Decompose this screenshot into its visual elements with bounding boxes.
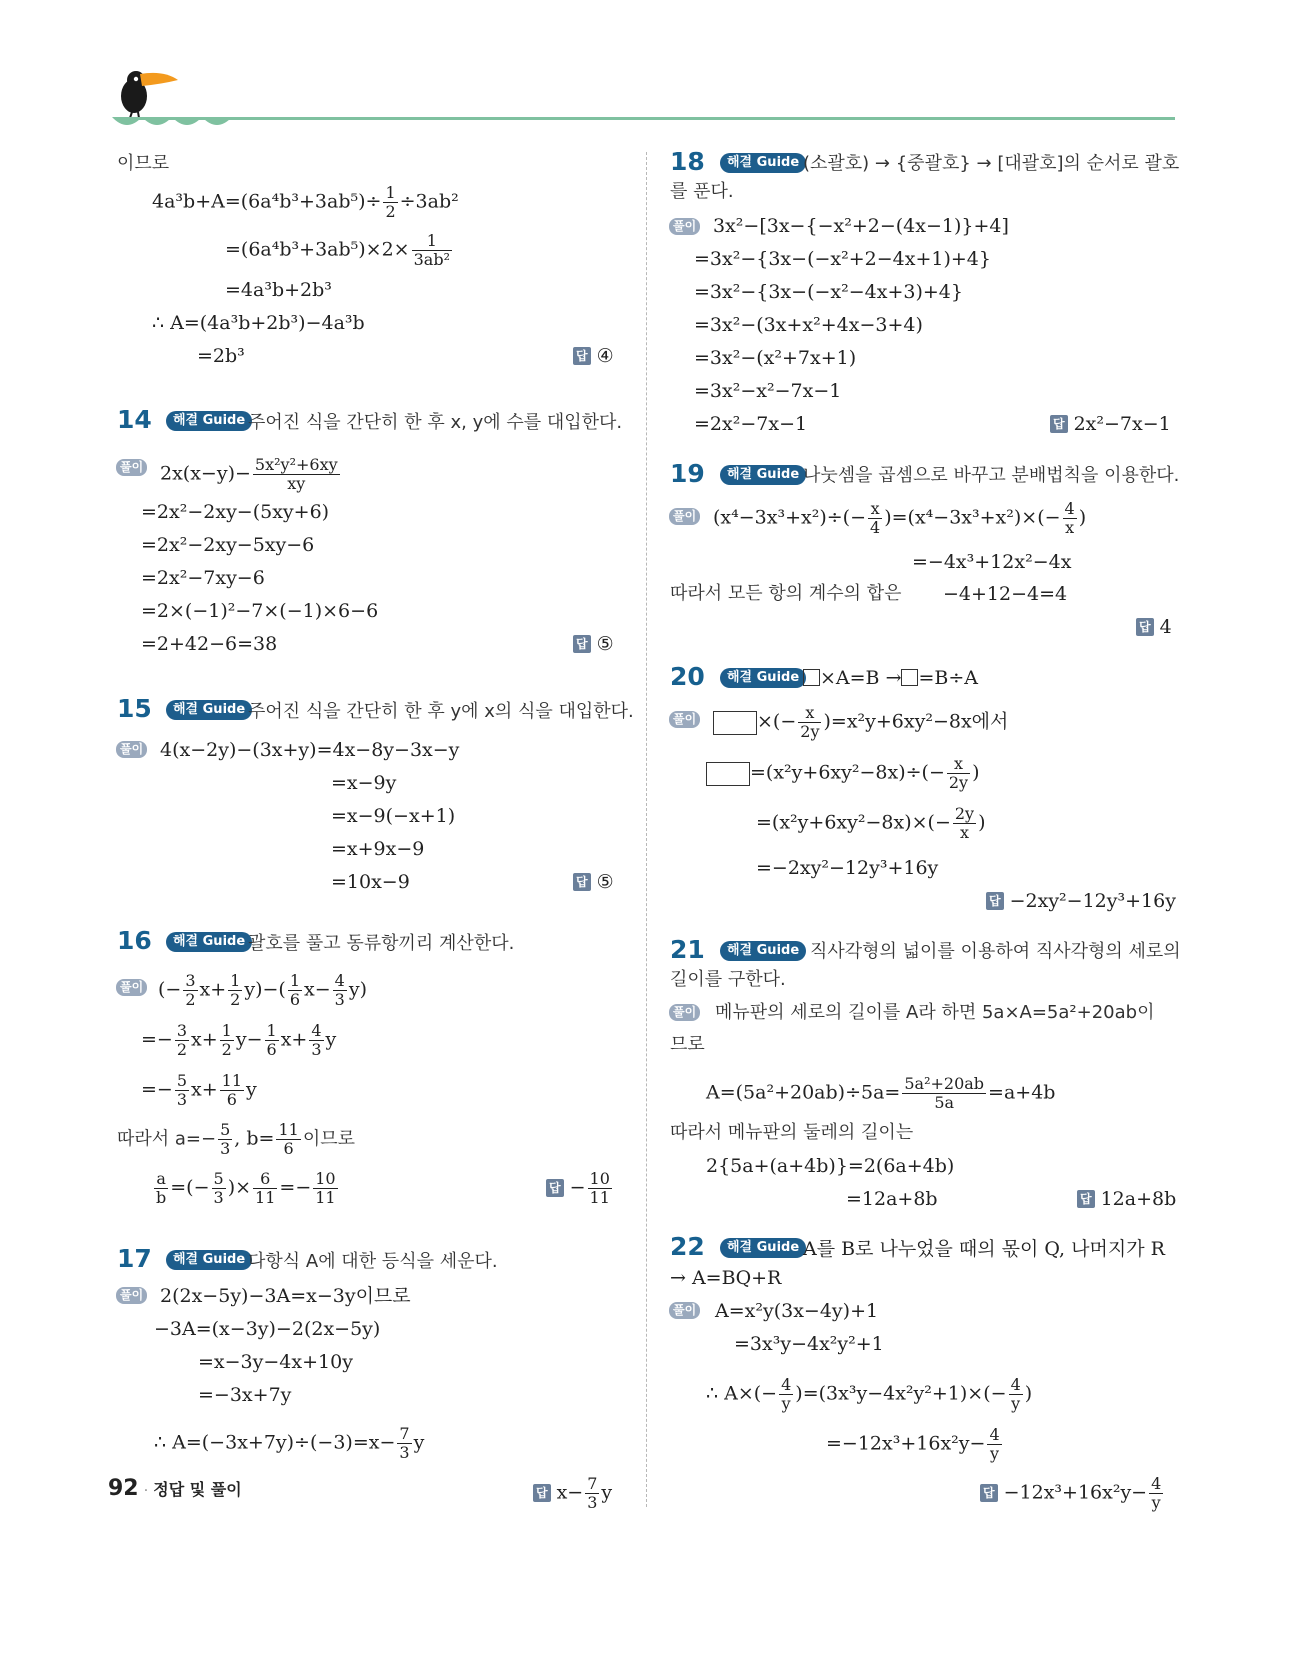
numerator: a	[154, 1170, 168, 1189]
solution-badge: 풀이	[669, 1302, 700, 1319]
math-text: =−12x³+16x²y−	[826, 1432, 986, 1455]
numerator: x	[798, 704, 821, 723]
math-text: x+	[199, 978, 227, 1001]
math-line: =12a+8b	[846, 1188, 938, 1210]
math-line: =3x²−(x²+7x+1)	[694, 347, 857, 369]
header-line	[115, 117, 1175, 120]
math-text: y)	[348, 978, 368, 1001]
header-waves	[112, 117, 232, 131]
solution-badge: 풀이	[116, 459, 147, 476]
fraction	[1149, 1475, 1163, 1512]
numerator: 5x²y²+6xy	[254, 455, 338, 474]
answer-badge: 답	[980, 1484, 998, 1502]
math-text: =−	[141, 1078, 173, 1101]
math-line: 3x²−[3x−{−x²+2−(4x−1)}+4]	[713, 215, 1009, 237]
denominator: 2	[176, 1040, 188, 1059]
numerator: 5	[213, 1169, 224, 1188]
math-line	[706, 1075, 1055, 1112]
numerator: 1	[221, 1021, 232, 1040]
math-text: y	[413, 1431, 425, 1454]
fraction	[212, 1170, 226, 1207]
numerator: 4	[1151, 1474, 1162, 1493]
denominator: 3	[587, 1493, 598, 1512]
math-line	[706, 755, 980, 792]
denominator: 6	[283, 1139, 294, 1158]
problem-number: 19	[670, 459, 705, 488]
denominator: 2y	[948, 773, 969, 792]
fraction	[183, 972, 197, 1009]
denominator: 3ab²	[413, 250, 450, 269]
fraction	[220, 1022, 234, 1059]
numerator: 11	[221, 1071, 243, 1090]
denominator: 6	[226, 1090, 237, 1109]
math-line: =x−9(−x+1)	[331, 805, 456, 827]
numerator: 5	[220, 1120, 231, 1139]
fraction	[288, 972, 302, 1009]
math-line	[713, 704, 1008, 741]
answer	[1050, 412, 1171, 436]
fraction	[798, 704, 821, 741]
math-text: ∴ A×(−	[706, 1382, 778, 1405]
solution-badge: 풀이	[669, 508, 700, 525]
guide-text: 괄호를 풀고 동류항끼리 계산한다.	[248, 933, 515, 954]
fraction	[253, 1170, 277, 1207]
fraction	[412, 232, 452, 269]
math-text: ÷3ab²	[399, 190, 459, 213]
numerator: 11	[278, 1120, 299, 1139]
math-line: =10x−9	[331, 871, 410, 893]
math-line: =−2xy²−12y³+16y	[756, 857, 939, 879]
text: 따라서 메뉴판의 둘레의 길이는	[670, 1122, 914, 1143]
math-line: −3A=(x−3y)−2(2x−5y)	[154, 1318, 381, 1340]
problem-number: 20	[670, 662, 705, 691]
math-line: =2b³	[197, 345, 245, 367]
math-text: ∴ A=(−3x+7y)÷(−3)=x−	[154, 1431, 396, 1454]
answer-badge: 답	[546, 1179, 564, 1197]
denominator: y	[781, 1394, 791, 1413]
math-text: y	[325, 1028, 337, 1051]
guide-text: 주어진 식을 간단히 한 후 x, y에 수를 대입한다.	[248, 412, 623, 433]
text: 메뉴판의 세로의 길이를 A라 하면 5a×A=5a²+20ab이	[715, 1002, 1155, 1023]
denominator: 11	[589, 1188, 610, 1207]
answer	[980, 1475, 1165, 1512]
fraction	[1009, 1376, 1023, 1413]
math-line: 2(2x−5y)−3A=x−3y이므로	[160, 1285, 411, 1307]
answer-value: −2xy²−12y³+16y	[1009, 890, 1176, 912]
denominator: 3	[399, 1443, 410, 1462]
math-text: 4a³b+A=(6a⁴b³+3ab⁵)÷	[152, 190, 382, 213]
math-line: =2x²−7xy−6	[141, 567, 265, 589]
numerator: 7	[399, 1424, 410, 1443]
math-line	[154, 1425, 424, 1462]
fraction	[1063, 500, 1077, 537]
denominator: 11	[315, 1188, 336, 1207]
fraction	[218, 1121, 232, 1158]
answer	[986, 889, 1176, 913]
denominator: 3	[220, 1139, 231, 1158]
fraction	[588, 1170, 612, 1207]
answer-badge: 답	[573, 873, 591, 891]
guide-text: → A=BQ+R	[670, 1267, 782, 1289]
math-text: (−	[158, 978, 182, 1001]
denominator: x	[1065, 518, 1075, 537]
answer	[546, 1170, 614, 1207]
math-line	[713, 500, 1086, 537]
fraction	[868, 500, 882, 537]
guide-text: 를 푼다.	[670, 181, 734, 202]
numerator: 1	[289, 971, 301, 990]
fraction	[154, 1170, 168, 1207]
guide-badge: 해결 Guide	[166, 700, 252, 720]
math-text: x+	[191, 1078, 218, 1101]
answer-value: −	[569, 1176, 586, 1199]
math-line: =3x²−{3x−(−x²+2−4x+1)+4}	[694, 248, 991, 270]
numerator: 2y	[954, 804, 975, 823]
math-text: ×A=B →	[820, 667, 902, 689]
numerator: 5a²+20ab	[904, 1074, 985, 1093]
math-text: y	[246, 1078, 257, 1101]
text: 므로	[670, 1034, 705, 1055]
numerator: 10	[315, 1169, 336, 1188]
answer-badge: 답	[1077, 1190, 1095, 1208]
math-text: (x⁴−3x³+x²)÷(−	[713, 506, 867, 529]
page-number: 92	[108, 1476, 139, 1501]
math-line: =x+9x−9	[331, 838, 425, 860]
fraction	[397, 1425, 411, 1462]
math-text: )=(3x³y−4x²y²+1)×(−	[795, 1382, 1007, 1405]
numerator: 10	[589, 1169, 610, 1188]
answer	[573, 344, 614, 368]
guide-badge: 해결 Guide	[720, 1238, 806, 1258]
answer	[533, 1475, 612, 1512]
bullet: ·	[143, 1483, 149, 1499]
numerator: 1	[266, 1021, 277, 1040]
problem-number: 22	[670, 1232, 705, 1261]
denominator: 3	[176, 1090, 188, 1109]
guide-badge: 해결 Guide	[720, 153, 806, 173]
fraction	[313, 1170, 337, 1207]
denominator: 4	[870, 518, 881, 537]
denominator: b	[156, 1188, 167, 1207]
solution-badge: 풀이	[669, 711, 700, 728]
math-text: )	[1078, 506, 1087, 529]
denominator: 2	[385, 202, 396, 221]
numerator: 4	[1064, 499, 1075, 518]
problem-number: 18	[670, 147, 705, 176]
math-text: 이므로	[302, 1128, 355, 1150]
answer	[1136, 615, 1172, 639]
math-line: =x−9y	[331, 772, 397, 794]
answer-badge: 답	[573, 635, 591, 653]
numerator: 1	[230, 971, 241, 990]
fraction	[947, 755, 970, 792]
fraction	[175, 1022, 189, 1059]
fraction	[987, 1426, 1001, 1463]
math-line	[152, 1170, 340, 1207]
denominator: 3	[213, 1188, 224, 1207]
math-line: ∴ A=(4a³b+2b³)−4a³b	[152, 312, 365, 334]
math-text: 2x(x−y)−	[160, 462, 251, 485]
fraction	[779, 1376, 793, 1413]
denominator: y	[1011, 1394, 1021, 1413]
math-text: =(−	[170, 1176, 210, 1199]
toucan-icon	[112, 66, 182, 118]
guide-text: (소괄호) → {중괄호} → [대괄호]의 순서로 괄호	[803, 153, 1180, 174]
guide-text	[803, 666, 978, 690]
answer-value: y	[601, 1481, 613, 1504]
denominator: 3	[334, 990, 345, 1009]
math-line: =4a³b+2b³	[225, 279, 332, 301]
math-text: A=(5a²+20ab)÷5a=	[706, 1081, 901, 1104]
numerator: 7	[587, 1474, 598, 1493]
numerator: 1	[412, 232, 452, 251]
text: 따라서 모든 항의 계수의 합은	[670, 583, 902, 604]
numerator: 3	[185, 971, 196, 990]
solution-badge: 풀이	[116, 741, 147, 758]
math-text: =a+4b	[988, 1081, 1056, 1104]
guide-text: 길이를 구한다.	[670, 969, 786, 990]
fraction	[585, 1475, 599, 1512]
answer-badge: 답	[986, 892, 1004, 910]
blank-box	[803, 669, 820, 686]
denominator: 6	[266, 1040, 277, 1059]
numerator: x	[868, 500, 882, 519]
math-line: =2×(−1)²−7×(−1)×6−6	[141, 600, 379, 622]
math-line: 4(x−2y)−(3x+y)=4x−8y−3x−y	[160, 739, 460, 761]
math-line: =x−3y−4x+10y	[198, 1351, 353, 1373]
math-text: =(x²y+6xy²−8x)÷(−	[750, 761, 945, 784]
answer-value: ④	[596, 345, 614, 367]
math-text: )	[1024, 1382, 1033, 1405]
answer-value: 2x²−7x−1	[1073, 413, 1171, 435]
solution-badge: 풀이	[669, 1004, 700, 1021]
math-line: =2+42−6=38	[141, 633, 278, 655]
numerator: 4	[311, 1021, 322, 1040]
guide-badge: 해결 Guide	[166, 411, 252, 431]
problem-number: 15	[117, 694, 152, 723]
text: 이므로	[117, 153, 170, 174]
guide-text: A를 B로 나누었을 때의 몫이 Q, 나머지가 R	[803, 1238, 1165, 1260]
numerator: 1	[385, 183, 396, 202]
solution-badge: 풀이	[669, 218, 700, 235]
math-line	[117, 1121, 355, 1158]
answer-value: ⑤	[596, 633, 614, 655]
math-line: =3x²−x²−7x−1	[694, 380, 842, 402]
denominator: 3	[311, 1040, 322, 1059]
denominator: y	[1151, 1493, 1161, 1512]
denominator: xy	[287, 474, 306, 493]
denominator: 2	[230, 990, 241, 1009]
denominator: 2	[221, 1040, 232, 1059]
math-line: =2x²−2xy−5xy−6	[141, 534, 315, 556]
fraction	[902, 1075, 986, 1112]
math-text: )×	[227, 1176, 252, 1199]
math-line	[152, 184, 459, 221]
fraction	[953, 805, 976, 842]
numerator: 4	[334, 971, 345, 990]
math-line: =3x²−{3x−(−x²−4x+3)+4}	[694, 281, 963, 303]
math-line	[160, 456, 342, 493]
math-text: ×(−	[757, 710, 797, 733]
blank-box	[706, 762, 750, 786]
column-divider	[646, 152, 647, 1507]
guide-text: 주어진 식을 간단히 한 후 y에 x의 식을 대입한다.	[248, 701, 634, 722]
math-line: =3x³y−4x²y²+1	[734, 1333, 884, 1355]
answer-badge: 답	[1050, 415, 1068, 433]
math-text: )	[978, 811, 986, 834]
math-text: x+	[191, 1028, 218, 1051]
denominator: y	[990, 1444, 1000, 1463]
math-text: )	[972, 761, 980, 784]
answer-value: x−	[556, 1481, 584, 1504]
guide-badge: 해결 Guide	[166, 932, 252, 952]
math-line	[158, 972, 367, 1009]
fraction	[175, 1072, 189, 1109]
math-text: )=x²y+6xy²−8x에서	[823, 710, 1009, 733]
math-line: A=x²y(3x−4y)+1	[715, 1300, 879, 1322]
math-line	[756, 805, 986, 842]
guide-text: 나눗셈을 곱셈으로 바꾸고 분배법칙을 이용한다.	[803, 465, 1180, 486]
math-line	[225, 232, 454, 269]
solution-badge: 풀이	[116, 979, 147, 996]
denominator: x	[959, 823, 969, 842]
solution-badge: 풀이	[116, 1287, 147, 1304]
problem-number: 21	[670, 935, 705, 964]
fraction	[333, 972, 347, 1009]
guide-badge: 해결 Guide	[166, 1250, 252, 1270]
fraction	[228, 972, 242, 1009]
guide-badge: 해결 Guide	[720, 941, 806, 961]
math-text: =−	[141, 1028, 173, 1051]
math-text: )=(x⁴−3x³+x²)×(−	[884, 506, 1061, 529]
math-line: =−4x³+12x²−4x	[912, 551, 1072, 573]
page-title: 정답 및 풀이	[153, 1480, 242, 1499]
problem-number: 17	[117, 1244, 152, 1273]
math-line: =2x²−7x−1	[694, 413, 808, 435]
math-line	[141, 1072, 257, 1109]
answer	[573, 632, 614, 656]
fraction	[276, 1121, 300, 1158]
answer-value: −12x³+16x²y−	[1003, 1481, 1148, 1504]
math-line	[826, 1426, 1004, 1463]
denominator: 2y	[800, 722, 820, 741]
guide-badge: 해결 Guide	[720, 668, 806, 688]
denominator: 11	[255, 1188, 276, 1207]
problem-number: 16	[117, 926, 152, 955]
problem-number: 14	[117, 405, 152, 434]
answer-badge: 답	[1136, 618, 1154, 636]
math-line: =2x²−2xy−(5xy+6)	[141, 501, 330, 523]
answer-value: ⑤	[596, 871, 614, 893]
math-text: y−	[235, 1028, 263, 1051]
answer	[573, 870, 614, 894]
denominator: 5a	[934, 1093, 955, 1112]
math-text: , b=	[234, 1127, 275, 1150]
numerator: 3	[176, 1021, 188, 1040]
guide-badge: 해결 Guide	[720, 465, 806, 485]
math-line	[706, 1376, 1032, 1413]
math-text: x−	[304, 978, 331, 1001]
math-line: 2{5a+(a+4b)}=2(6a+4b)	[706, 1155, 955, 1177]
blank-box	[713, 711, 757, 735]
math-line	[141, 1022, 336, 1059]
math-text: =(6a⁴b³+3ab⁵)×2×	[225, 238, 410, 261]
denominator: 2	[185, 990, 196, 1009]
blank-box	[901, 669, 918, 686]
numerator: 4	[1010, 1375, 1021, 1394]
fraction	[383, 184, 397, 221]
fraction	[265, 1022, 279, 1059]
numerator: x	[947, 755, 970, 774]
fraction	[253, 456, 340, 493]
math-text: =B÷A	[918, 667, 979, 689]
answer-value: 4	[1159, 616, 1172, 638]
fraction	[220, 1072, 244, 1109]
fraction	[309, 1022, 323, 1059]
math-text: x+	[280, 1028, 308, 1051]
guide-text: 다항식 A에 대한 등식을 세운다.	[248, 1251, 498, 1272]
guide-text: 직사각형의 넓이를 이용하여 직사각형의 세로의	[810, 941, 1181, 962]
numerator: 6	[253, 1170, 277, 1189]
page-footer	[108, 1476, 242, 1501]
math-line: =3x²−(3x+x²+4x−3+4)	[694, 314, 923, 336]
answer-value: 12a+8b	[1100, 1188, 1177, 1210]
math-text: =(x²y+6xy²−8x)×(−	[756, 811, 951, 834]
numerator: 5	[176, 1071, 188, 1090]
denominator: 6	[289, 990, 301, 1009]
numerator: 4	[989, 1425, 1000, 1444]
math-text: y)−(	[244, 978, 286, 1001]
math-line: =−3x+7y	[198, 1384, 292, 1406]
math-line: −4+12−4=4	[943, 583, 1068, 605]
math-text: =−	[279, 1176, 312, 1199]
numerator: 4	[781, 1375, 792, 1394]
math-text: 따라서 a=−	[117, 1128, 217, 1150]
answer-badge: 답	[533, 1484, 551, 1502]
answer-badge: 답	[573, 347, 591, 365]
answer	[1077, 1187, 1176, 1211]
